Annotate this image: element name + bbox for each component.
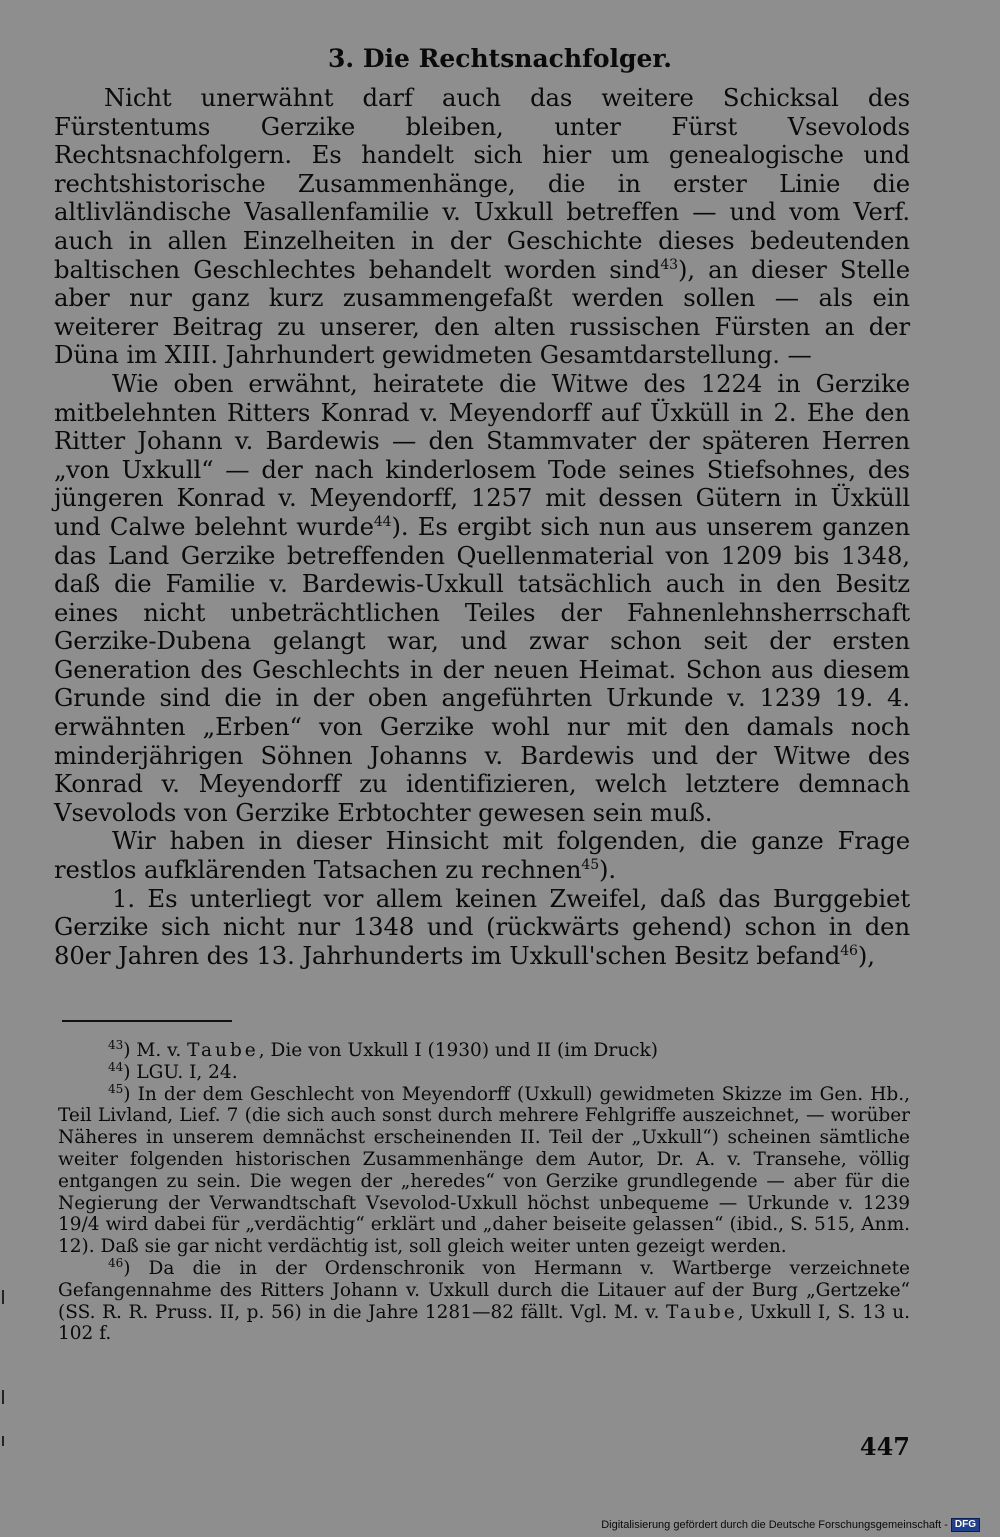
paragraph-text: ). Es ergibt sich nun aus unserem ganzen das Land Gerzike betreffenden Quellenmaterial von 1209 bis 1348, daß die Familie v. Bardewis-Uxkull tatsächlich auch in den Besitz eines nicht unbeträchtlichen Teiles der Fahnenlehnsherrschaft Gerzike-Dubena gelangt war, und zwar schon seit der ersten Generation des Geschlechts in der neuen Heimat. Schon aus diesem Grunde sind die in der oben angeführten Urkunde v. 1239 19. 4. erwähnten „Erben“ von Gerzike wohl nur mit den damals noch minderjährigen Söhnen Johanns v. Bardewis und der Witwe des Konrad v. Meyendorff zu identifizieren, welch letztere demnach Vsevolods von Gerzike Erbtochter gewesen sein muß. xyxy=(54,511,910,827)
footnote-text: , Uxkull I, S. 13 u. 102 f. xyxy=(58,1301,911,1345)
footnote-mark: 45 xyxy=(108,1081,124,1096)
footnote-mark: 43 xyxy=(108,1037,124,1052)
footnote-ref[interactable]: 46 xyxy=(840,942,858,959)
credit-text: Digitalisierung gefördert durch die Deutsche Forschungsgemeinschaft - xyxy=(601,1519,948,1531)
footnote-ref[interactable]: 43 xyxy=(660,256,678,273)
author-name: Taube xyxy=(666,1301,738,1323)
scan-edge-mark xyxy=(2,1390,4,1404)
dfg-logo: DFG xyxy=(951,1518,980,1532)
paragraph xyxy=(54,885,910,971)
footnote-text: ) In der dem Geschlecht von Meyendorff (Uxkull) gewidmeten Skizze im Gen. Hb., Teil Livland, Lief. 7 (die sich auch sonst durch mehrere Fehlgriffe auszeichnet, — worüber Näheres in unserem demnächst erscheinenden II. Teil der „Uxkull“) scheinen sämtliche weiter folgenden historischen Zusammenhänge dem Autor, Dr. A. v. Transehe, völlig entgangen zu sein. Die wegen der „heredes“ von Gerzike grundlegende — aber für die Negierung der Verwandtschaft Vsevolod-Uxkull höchst unbequeme — Urkunde v. 1239 19/4 wird dabei für „verdächtig“ erklärt und „daher beiseite gelassen“ (ibid., S. 515, Anm. 12). Daß sie gar nicht verdächtig ist, soll gleich weiter unten gezeigt werden. xyxy=(58,1083,910,1258)
footnote-text: , Die von Uxkull I (1930) und II (im Druck) xyxy=(258,1040,658,1061)
footnote xyxy=(58,1037,910,1062)
paragraph xyxy=(54,84,910,370)
footnote-text: ) M. v. xyxy=(123,1040,188,1061)
paragraph-text: ), an dieser Stelle aber nur ganz kurz zusammengefaßt werden sollen — als ein weiterer Beitrag zu unserer, den alten russischen Fürsten an der Düna im XIII. Jahrhundert gewidmeten Gesamtdarstellung. — xyxy=(54,254,911,370)
footnote-mark: 46 xyxy=(108,1255,124,1270)
footnotes xyxy=(58,1037,911,1345)
paragraph xyxy=(54,827,910,884)
footnote xyxy=(58,1255,911,1345)
author-name: Taube xyxy=(187,1040,259,1061)
footnote-ref[interactable]: 44 xyxy=(373,513,392,530)
footnote-text: ) Da die in der Ordenschronik von Hermann v. Wartberge verzeichnete Gefangennahme des Ritters Johann v. Uxkull durch die Litauer auf der Burg „Gertzeke“ (SS. R. R. Pruss. II, p. 56) in die Jahre 1281—82 fällt. Vgl. M. v. xyxy=(58,1257,910,1323)
paragraph-text: 1. Es unterliegt vor allem keinen Zweifel, daß das Burggebiet Gerzike sich nicht nur 1348 und (rückwärts gehend) schon in den 80er Jahren des 13. Jahrhunderts im Uxkull'schen Besitz befand xyxy=(54,883,910,970)
footnote-text: ) LGU. I, 24. xyxy=(123,1061,238,1083)
paragraph-text: Nicht unerwähnt darf auch das weitere Schicksal des Fürstentums Gerzike bleiben, unter Fürst Vsevolods Rechtsnachfolgern. Es handelt sich hier um genealogische und rechtshistorische Zusammenhänge, die in erster Linie die altlivländische Vasallenfamilie v. Uxkull betreffen — und vom Verf. auch in allen Einzelheiten in der Geschichte dieses bedeutenden baltischen Geschlechtes behandelt worden sind xyxy=(54,83,910,284)
body-text xyxy=(54,84,910,970)
digitization-credit xyxy=(601,1518,980,1532)
footnote-separator xyxy=(62,1020,232,1022)
footnote xyxy=(58,1059,910,1084)
footnote-ref[interactable]: 45 xyxy=(581,856,600,873)
page-number: 447 xyxy=(859,1432,910,1461)
scan-edge-mark xyxy=(2,1436,4,1446)
section-heading: 3. Die Rechtsnachfolger. xyxy=(328,44,672,73)
footnote xyxy=(58,1081,910,1258)
paragraph-text: Wir haben in dieser Hinsicht mit folgenden, die ganze Frage restlos aufklärenden Tatsachen zu rechnen xyxy=(54,826,910,885)
footnote-mark: 44 xyxy=(108,1059,124,1074)
paragraph-text: ), xyxy=(857,940,875,970)
paragraph xyxy=(54,370,910,828)
paragraph-text: Wie oben erwähnt, heiratete die Witwe des 1224 in Gerzike mitbelehnten Ritters Konrad v. Meyendorff auf Üxküll in 2. Ehe den Ritter Johann v. Bardewis — den Stammvater der späteren Herren „von Uxkull“ — der nach kinderlosem Tode seines Stiefsohnes, des jüngeren Konrad v. Meyendorff, 1257 mit dessen Gütern in Üxküll und Calwe belehnt wurde xyxy=(54,368,910,541)
scan-edge-mark xyxy=(2,1290,4,1304)
paragraph-text: ). xyxy=(599,855,617,885)
